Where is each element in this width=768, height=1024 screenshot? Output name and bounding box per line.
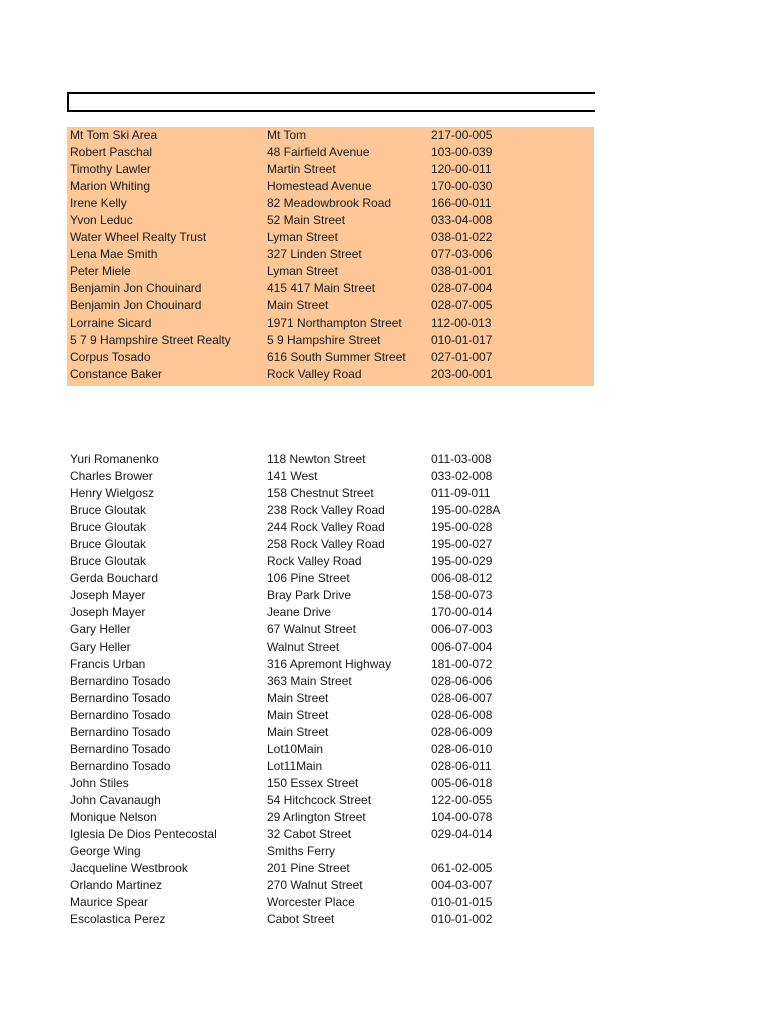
owner-name-cell: 5 7 9 Hampshire Street Realty — [70, 332, 231, 347]
table-row — [67, 161, 594, 178]
parcel-id-cell: 038-01-001 — [431, 264, 493, 279]
address-cell: Jeane Drive — [267, 605, 332, 620]
address-cell: 67 Walnut Street — [267, 622, 356, 637]
address-cell: Martin Street — [267, 162, 336, 177]
table-row — [67, 536, 594, 553]
owner-name-cell: Bernardino Tosado — [70, 741, 171, 756]
parcel-id-cell: 122-00-055 — [431, 792, 493, 807]
address-cell: 363 Main Street — [267, 673, 352, 688]
table-row — [67, 707, 594, 724]
parcel-id-cell: 028-06-008 — [431, 707, 493, 722]
address-cell: 316 Apremont Highway — [267, 656, 392, 671]
address-cell: 616 South Summer Street — [267, 349, 406, 364]
owner-name-cell: Bruce Gloutak — [70, 537, 147, 552]
address-cell: Main Street — [267, 298, 329, 313]
owner-name-cell: Orlando Martinez — [70, 878, 163, 893]
owner-name-cell: Constance Baker — [70, 366, 163, 381]
address-cell: 118 Newton Street — [267, 452, 366, 466]
address-cell: 238 Rock Valley Road — [267, 503, 385, 518]
table-row — [67, 877, 594, 894]
address-cell: 158 Chestnut Street — [267, 486, 374, 501]
table-row — [67, 451, 594, 468]
parcel-id-cell: 010-01-015 — [431, 895, 493, 910]
owner-name-cell: Robert Paschal — [70, 145, 153, 160]
address-cell: Main Street — [267, 724, 329, 739]
parcel-id-cell: 077-03-006 — [431, 247, 493, 262]
table-row — [67, 587, 594, 604]
table-row — [67, 826, 594, 843]
address-cell: Walnut Street — [267, 639, 340, 654]
parcel-id-cell: 195-00-028 — [431, 520, 493, 535]
table-row — [67, 332, 594, 349]
table-row — [67, 229, 594, 246]
table-row — [67, 570, 594, 587]
owner-name-cell: Monique Nelson — [70, 809, 157, 824]
parcel-id-cell: 203-00-001 — [431, 366, 493, 381]
address-cell: Lot10Main — [267, 741, 324, 756]
owner-name-cell: Escolastica Perez — [70, 912, 166, 927]
parcel-id-cell: 170-00-030 — [431, 179, 493, 194]
parcel-id-cell: 217-00-005 — [431, 128, 493, 142]
address-cell: Lyman Street — [267, 230, 338, 245]
table-row — [67, 246, 594, 263]
parcel-id-cell: 166-00-011 — [431, 196, 492, 211]
address-cell: 29 Arlington Street — [267, 809, 366, 824]
owner-name-cell: Gary Heller — [70, 622, 131, 637]
address-cell: 141 West — [267, 469, 318, 484]
owner-name-cell: Bruce Gloutak — [70, 554, 147, 569]
parcel-id-cell: 038-01-022 — [431, 230, 493, 245]
parcel-id-cell: 170-00-014 — [431, 605, 493, 620]
parcel-id-cell: 181-00-072 — [431, 656, 493, 671]
address-cell: 54 Hitchcock Street — [267, 792, 372, 807]
table-row — [67, 809, 594, 826]
address-cell: 415 417 Main Street — [267, 281, 376, 296]
address-cell: 201 Pine Street — [267, 861, 350, 876]
parcel-id-cell: 006-08-012 — [431, 571, 493, 586]
table-row — [67, 656, 594, 673]
owner-name-cell: Bernardino Tosado — [70, 690, 171, 705]
parcel-id-cell: 028-06-006 — [431, 673, 493, 688]
owner-name-cell: George Wing — [70, 844, 141, 859]
owner-name-cell: Henry Wielgosz — [70, 486, 155, 501]
table-row — [67, 741, 594, 758]
parcel-id-cell: 010-01-017 — [431, 332, 493, 347]
table-row — [67, 280, 594, 297]
owner-name-cell: Timothy Lawler — [70, 162, 151, 177]
parcel-id-cell: 028-06-007 — [431, 690, 493, 705]
table-row — [67, 843, 594, 860]
address-cell: Lyman Street — [267, 264, 338, 279]
address-cell: 5 9 Hampshire Street — [267, 332, 381, 347]
owner-name-cell: Yuri Romanenko — [70, 452, 159, 466]
owner-name-cell: Irene Kelly — [70, 196, 127, 211]
table-row — [67, 297, 594, 314]
owner-name-cell: Joseph Mayer — [70, 605, 146, 620]
table-row — [67, 673, 594, 690]
owner-name-cell: Corpus Tosado — [70, 349, 151, 364]
address-cell: 82 Meadowbrook Road — [267, 196, 392, 211]
table-row — [67, 263, 594, 280]
table-row — [67, 690, 594, 707]
owner-name-cell: Charles Brower — [70, 469, 153, 484]
parcel-id-cell: 195-00-029 — [431, 554, 493, 569]
table-row — [67, 502, 594, 519]
owner-name-cell: Gary Heller — [70, 639, 131, 654]
parcel-id-cell: 195-00-027 — [431, 537, 493, 552]
table-row — [67, 468, 594, 485]
owner-name-cell: Gerda Bouchard — [70, 571, 159, 586]
owner-name-cell: Iglesia De Dios Pentecostal — [70, 827, 217, 842]
owner-name-cell: Bernardino Tosado — [70, 673, 171, 688]
table-row — [67, 553, 594, 570]
owner-name-cell: Lorraine Sicard — [70, 315, 152, 330]
address-cell: 150 Essex Street — [267, 775, 359, 790]
parcel-id-cell: 011-09-011 — [431, 486, 491, 501]
owner-name-cell: Bernardino Tosado — [70, 724, 171, 739]
owner-name-cell: Marion Whiting — [70, 179, 151, 194]
address-cell: 1971 Northampton Street — [267, 315, 402, 330]
address-cell: Cabot Street — [267, 912, 335, 927]
parcel-id-cell: 028-06-009 — [431, 724, 493, 739]
table-row — [67, 775, 594, 792]
parcel-id-cell: 010-01-002 — [431, 912, 493, 927]
table-row — [67, 315, 594, 332]
address-cell: 258 Rock Valley Road — [267, 537, 385, 552]
owner-name-cell: Lena Mae Smith — [70, 247, 158, 262]
owner-name-cell: Bruce Gloutak — [70, 520, 147, 535]
parcel-id-cell: 033-02-008 — [431, 469, 493, 484]
address-cell: Smiths Ferry — [267, 844, 336, 859]
table-row — [67, 860, 594, 877]
table-row — [67, 366, 594, 383]
address-cell: 48 Fairfield Avenue — [267, 145, 370, 160]
table-row — [67, 911, 594, 928]
parcel-id-cell: 004-03-007 — [431, 878, 493, 893]
owner-name-cell: Yvon Leduc — [70, 213, 133, 228]
address-cell: 32 Cabot Street — [267, 827, 352, 842]
parcel-id-cell: 028-07-004 — [431, 281, 493, 296]
table-row — [67, 639, 594, 656]
parcel-id-cell: 061-02-005 — [431, 861, 493, 876]
table-row — [67, 758, 594, 775]
parcel-id-cell: 029-04-014 — [431, 827, 493, 842]
parcel-id-cell: 028-06-010 — [431, 741, 493, 756]
table-row — [67, 195, 594, 212]
table-row — [67, 792, 594, 809]
table-row — [67, 519, 594, 536]
owner-name-cell: Benjamin Jon Chouinard — [70, 298, 202, 313]
parcel-id-cell: 104-00-078 — [431, 809, 493, 824]
parcel-id-cell: 033-04-008 — [431, 213, 493, 228]
address-cell: Rock Valley Road — [267, 366, 362, 381]
owner-name-cell: Bernardino Tosado — [70, 758, 171, 773]
table-row — [67, 349, 594, 366]
parcel-id-cell: 006-07-003 — [431, 622, 493, 637]
owner-name-cell: Water Wheel Realty Trust — [70, 230, 207, 245]
address-cell: 270 Walnut Street — [267, 878, 363, 893]
address-cell: Rock Valley Road — [267, 554, 362, 569]
address-cell: Main Street — [267, 690, 329, 705]
parcel-id-cell: 028-06-011 — [431, 758, 492, 773]
owner-name-cell: Bernardino Tosado — [70, 707, 171, 722]
address-cell: Homestead Avenue — [267, 179, 372, 194]
address-cell: 244 Rock Valley Road — [267, 520, 385, 535]
owner-name-cell: Mt Tom Ski Area — [70, 128, 158, 142]
address-cell: Bray Park Drive — [267, 588, 352, 603]
parcel-id-cell: 011-03-008 — [431, 452, 492, 466]
parcel-id-cell: 112-00-013 — [431, 315, 492, 330]
table-row — [67, 621, 594, 638]
table-row — [67, 604, 594, 621]
owner-name-cell: John Stiles — [70, 775, 129, 790]
owner-name-cell: Bruce Gloutak — [70, 503, 147, 518]
table-row — [67, 485, 594, 502]
address-cell: 106 Pine Street — [267, 571, 350, 586]
address-cell: Mt Tom — [267, 128, 307, 142]
table-row — [67, 127, 594, 144]
parcel-id-cell: 195-00-028A — [431, 503, 501, 518]
parcel-id-cell: 103-00-039 — [431, 145, 493, 160]
address-cell: 327 Linden Street — [267, 247, 362, 262]
table-row — [67, 144, 594, 161]
property-table — [67, 451, 594, 928]
table-row — [67, 178, 594, 195]
address-cell: Lot11Main — [267, 758, 323, 773]
parcel-id-cell: 028-07-005 — [431, 298, 493, 313]
address-cell: Main Street — [267, 707, 329, 722]
address-cell: Worcester Place — [267, 895, 355, 910]
table-row — [67, 894, 594, 911]
address-cell: 52 Main Street — [267, 213, 346, 228]
title-box — [67, 92, 595, 112]
highlighted-property-table — [67, 127, 594, 386]
owner-name-cell: John Cavanaugh — [70, 792, 161, 807]
parcel-id-cell: 158-00-073 — [431, 588, 493, 603]
owner-name-cell: Benjamin Jon Chouinard — [70, 281, 202, 296]
parcel-id-cell: 120-00-011 — [431, 162, 492, 177]
parcel-id-cell: 027-01-007 — [431, 349, 493, 364]
owner-name-cell: Joseph Mayer — [70, 588, 146, 603]
parcel-id-cell: 006-07-004 — [431, 639, 493, 654]
owner-name-cell: Peter Miele — [70, 264, 131, 279]
parcel-id-cell: 005-06-018 — [431, 775, 493, 790]
owner-name-cell: Francis Urban — [70, 656, 146, 671]
owner-name-cell: Maurice Spear — [70, 895, 149, 910]
table-row — [67, 724, 594, 741]
table-row — [67, 212, 594, 229]
owner-name-cell: Jacqueline Westbrook — [70, 861, 188, 876]
